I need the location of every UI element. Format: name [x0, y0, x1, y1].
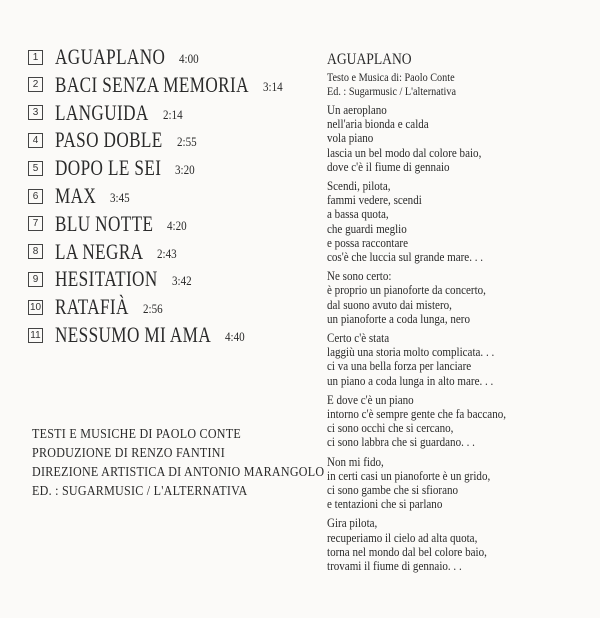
track-number: 7: [28, 216, 43, 231]
stanza: [327, 269, 506, 326]
credit-line: PRODUZIONE DI RENZO FANTINI: [32, 446, 226, 461]
lyric-line: E dove c'è un piano: [327, 391, 414, 407]
lyric-line: è proprio un pianoforte da concerto,: [327, 282, 486, 298]
stanzas: [327, 103, 506, 573]
track-duration: 4:20: [167, 217, 187, 233]
track-number: 2: [28, 77, 43, 92]
lyric-line: laggiù una storia molto complicata. . .: [327, 344, 495, 360]
track-duration: 3:14: [262, 78, 283, 94]
credit-line: ED. : SUGARMUSIC / L'ALTERNATIVA: [32, 484, 248, 499]
credits: [32, 425, 324, 501]
track-title: LANGUIDA: [55, 99, 149, 125]
track-row: [28, 71, 283, 97]
track-duration: 3:42: [171, 273, 192, 289]
stanza: [327, 455, 506, 512]
track-row: [28, 238, 178, 264]
lyric-line: e tentazioni che si parlano: [327, 496, 443, 512]
lyric-line: fammi vedere, scendi: [327, 192, 422, 208]
lyric-line: Scendi, pilota,: [327, 178, 391, 194]
lyric-line: che guardi meglio: [327, 220, 407, 236]
track-row: [28, 127, 197, 153]
lyric-line: torna nel mondo dal bel colore baio,: [327, 543, 487, 559]
track-row: [28, 99, 183, 125]
lyrics: [327, 50, 506, 573]
lyrics-title: AGUAPLANO: [327, 51, 412, 68]
credit-line: TESTI E MUSICHE DI PAOLO CONTE: [32, 427, 241, 442]
credit-line: DIREZIONE ARTISTICA DI ANTONIO MARANGOLO: [32, 465, 325, 480]
lyric-line: e possa raccontare: [327, 234, 408, 250]
track-title: LA NEGRA: [55, 238, 144, 264]
lyric-line: Un aeroplano: [327, 102, 387, 117]
track-duration: 4:00: [179, 51, 199, 66]
track-number: 1: [28, 50, 43, 65]
lyric-line: Gira pilota,: [327, 515, 378, 531]
lyrics-publisher: Ed. : Sugarmusic / L'alternativa: [327, 84, 457, 98]
track-number: 6: [28, 189, 43, 204]
lyric-line: nell'aria bionda e calda: [327, 116, 429, 132]
lyric-line: trovami il fiume di gennaio. . .: [327, 558, 462, 574]
track-title: PASO DOBLE: [55, 127, 163, 153]
track-row: [28, 294, 163, 320]
lyrics-author: Testo e Musica di: Paolo Conte: [327, 70, 455, 84]
track-row: [28, 183, 130, 208]
lyric-line: Certo c'è stata: [327, 330, 390, 346]
track-duration: 2:43: [157, 245, 178, 261]
lyric-line: ci va una bella forza per lanciare: [327, 358, 472, 374]
lyric-line: Non mi fido,: [327, 453, 384, 469]
track-title: HESITATION: [55, 266, 158, 292]
lyric-line: lascia un bel modo dal colore baio,: [327, 144, 482, 160]
track-duration: 2:14: [162, 106, 183, 122]
track-number: 9: [28, 272, 43, 287]
lyric-line: intorno c'è sempre gente che fa baccano,: [327, 406, 507, 422]
track-title: AGUAPLANO: [55, 44, 166, 69]
lyric-line: ci sono gambe che si sfiorano: [327, 482, 459, 498]
lyric-line: ci sono occhi che si cercano,: [327, 420, 454, 436]
track-row: [28, 210, 187, 236]
lyric-line: un piano a coda lunga in alto mare. . .: [327, 372, 494, 388]
track-title: BACI SENZA MEMORIA: [55, 71, 249, 97]
track-number: 10: [29, 301, 42, 313]
lyric-line: un pianoforte a coda lunga, nero: [327, 310, 470, 326]
track-duration: 2:55: [176, 134, 197, 150]
track-number: 11: [28, 328, 43, 343]
track-title: DOPO LE SEI: [55, 155, 162, 181]
stanza: [327, 103, 506, 174]
track-row: [28, 322, 245, 347]
track-title: NESSUMO MI AMA: [55, 322, 212, 347]
lyric-line: cos'è che luccia sul grande mare. . .: [327, 249, 484, 265]
track-duration: 2:56: [142, 301, 163, 317]
lyric-line: dove c'è il fiume di gennaio: [327, 158, 450, 174]
stanza: [327, 393, 506, 450]
lyric-line: vola piano: [327, 130, 374, 146]
track-duration: 3:20: [175, 162, 195, 178]
track-row: [28, 44, 199, 69]
stanza: [327, 516, 506, 573]
track-duration: 3:45: [110, 190, 130, 205]
stanza: [327, 179, 506, 264]
track-row: [28, 155, 195, 181]
lyric-line: Ne sono certo:: [327, 268, 392, 284]
track-number: 8: [28, 244, 43, 259]
lyric-line: recuperiamo il cielo ad alta quota,: [327, 529, 478, 545]
track-number: 3: [28, 105, 43, 120]
track-title: RATAFIÀ: [55, 294, 129, 320]
lyric-line: dal suono avuto dai mistero,: [327, 296, 452, 312]
lyric-line: in certi casi un pianoforte è un grido,: [327, 467, 491, 483]
lyric-line: ci sono labbra che si guardano. . .: [327, 434, 475, 450]
track-number: 5: [28, 161, 43, 176]
stanza: [327, 331, 506, 388]
track-title: MAX: [55, 183, 97, 208]
lyric-line: a bassa quota,: [327, 206, 389, 222]
track-number: 4: [28, 133, 43, 148]
track-row: [28, 266, 192, 292]
track-title: BLU NOTTE: [55, 210, 154, 236]
track-duration: 4:40: [225, 329, 245, 344]
